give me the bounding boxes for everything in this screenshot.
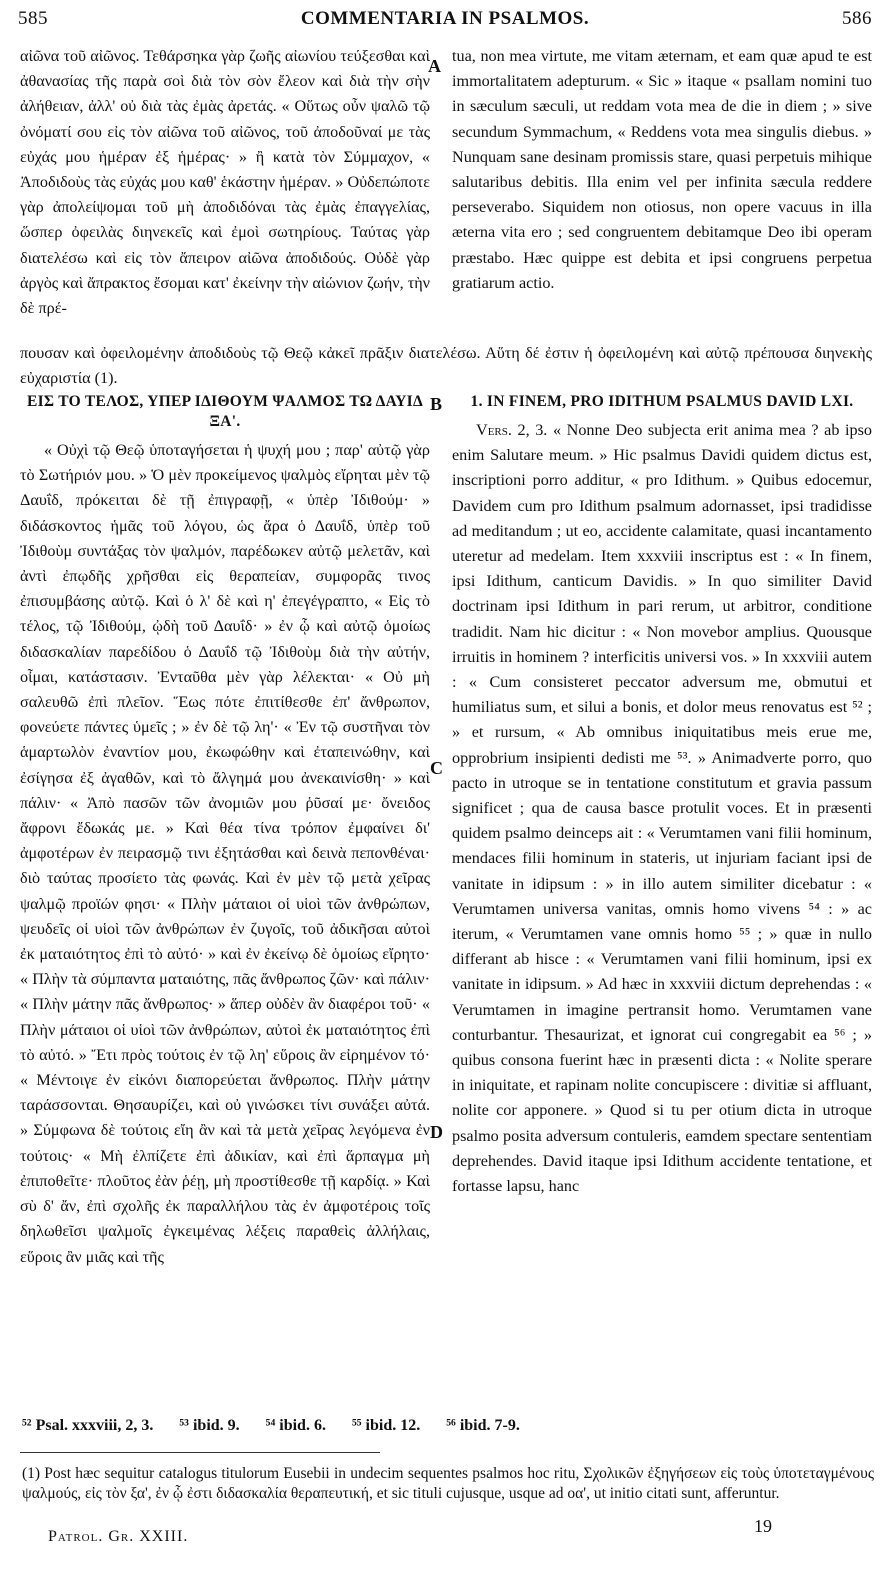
latin-column-top — [452, 44, 872, 296]
margin-letter-d: D — [430, 1122, 443, 1142]
latin-body-text: « Nonne Deo subjecta erit anima mea ? ab ipso enim Salutare meum. » Hic psalmus Davidi quidem dictus est, inscriptioni porro additur, « pro Idithum. » Quibus edocemur, Davidem cum pro Idithum psalmum adornasset, ipsi tradidisse ad meditandum ; ut eo, accidente calamitate, quasi incantamento uteretur ad medelam. Item xxxviii inscriptus est : « In finem, ipsi Idithum, canticum Davidis. » In quo similiter David doctrinam ipsi Idithum in pari rerum, ut arbitror, conditione tradidit. Nam hic dicitur : « Non movebor amplius. Quousque irruitis in hominem ? interficitis universi vos. » In xxxviii autem : « Cum consisteret peccator adversum me, obmutui et humiliatus sum, et silui a bonis, et dolor meus renovatus est ⁵² ; » et rursum, « Ab omnibus iniquitatibus meis erue me, opprobrium insipienti dedisti me ⁵³. » Animadverte porro, quo pacto in utroque se in tentatione constitutum et gravia passum significet ; qua de causa basce protulit voces. Et in præsenti quidem psalmo deinceps ait : « Verumtamen vani filii hominum, mendaces filii hominum in stateris, ut injuriam faciant ipsi de vanitate in idipsum : » in illo autem similiter dicebatur : « Verumtamen universa vanitas, omnis homo vivens ⁵⁴ : » ac iterum, « Verumtamen vane omnis homo ⁵⁵ ; » quæ in nullo differant ab hisce : « Verumtamen vani filii hominum, ipsi ex vanitate in idipsum. » Ad hæc in xxxviii dictum deprehendas : « Verumtamen in imagine pertransit homo. Verumtamen vane conturbantur. Thesaurizat, et ignorat cui congregabit ea ⁵⁶ ; » quibus consona fuerint hæc in præsenti dicta : « Nolite sperare in iniquitate, et rapinam nolite concupiscere : divitiæ si affluant, nolite cor apponere. » Quod si tu per otium dicta in utroque psalmo posita adversum contuleris, eamdem spectare sententiam deprehendes. David itaque ipsi Idithum accidente tentatione, et fortasse lapsu, hanc — [452, 421, 872, 1196]
margin-letter-b: B — [430, 394, 443, 414]
latin-body-paragraph — [452, 418, 872, 1199]
footnote-references — [22, 1417, 872, 1435]
printer-signature: Patrol. Gr. XXIII. — [48, 1528, 189, 1545]
running-title: COMMENTARIA IN PSALMOS. — [300, 8, 590, 29]
greek-psalm-heading: ΕΙΣ ΤΟ ΤΕΛΟΣ, ΥΠΕΡ ΙΔΙΘΟΥΜ ΨΑΛΜΟΣ ΤΩ ΔΑΥΙΔ ΞΑ'. — [26, 393, 424, 430]
margin-letter-a: A — [428, 56, 441, 76]
verse-reference: Vers. 2, 3. — [476, 421, 548, 439]
footnote-53: ⁵³ ibid. 9. — [179, 1417, 240, 1434]
running-header — [18, 8, 872, 38]
editor-note: (1) Post hæc sequitur catalogus titulorum Eusebii in undecim sequentes psalmos hoc ritu, Σχολικῶν ἐξηγήσεων εἰς τοὺς ὑποτεταγμένους ψαλμούς, εἰς τὸν ξα', ἐν ᾧ ἐστι διδασκαλία θεραπευτική, et sic tituli cujusque, usque ad οα', ut initio citati sunt, afferuntur. — [22, 1465, 874, 1502]
signature-number: 19 — [754, 1516, 772, 1536]
footnote-55: ⁵⁵ ibid. 12. — [351, 1417, 421, 1434]
right-page-number: 586 — [842, 8, 872, 29]
greek-column-top — [20, 44, 430, 321]
footnote-divider — [20, 1452, 380, 1453]
left-page-number: 585 — [18, 8, 48, 29]
footnote-52: ⁵² Psal. xxxviii, 2, 3. — [22, 1417, 154, 1434]
latin-psalm-heading: 1. IN FINEM, PRO IDITHUM PSALMUS DAVID LXI. — [470, 393, 854, 410]
greek-body-text: « Οὐχὶ τῷ Θεῷ ὑποταγήσεται ἡ ψυχή μου ; παρ' αὐτῷ γὰρ τὸ Σωτήριόν μου. » Ὁ μὲν προκείμενος ψαλμὸς εἴρηται μὲν τῷ Δαυΐδ, πρόκειται δὲ τῇ ἐπιγραφῇ, « ὑπὲρ Ἰδιθούμ· » διδάσκοντος ἡμᾶς τοῦ λόγου, ὡς ἄρα ὁ Δαυΐδ, ὑπὲρ τοῦ Ἰδιθοὺμ συντάξας τὸν ψαλμόν, παρέδωκεν αὐτῷ μελετᾶν, καὶ ἀντὶ ἐπῳδῆς χρῆσθαι εἰς θεραπείαν, συμφορᾶς τινος ἐπισυμβάσης αὐτῷ. Καὶ ὁ λ' δὲ καὶ η' ἐπεγέγραπτο, « Εἰς τὸ τέλος, τῷ Ἰδιθούμ, ᾠδὴ τοῦ Δαυΐδ· » ἐν ᾧ καὶ αὐτῷ ὁμοίως διδασκαλίαν παρεδίδου ὁ Δαυΐδ τῷ Ἰδιθοὺμ διὰ τὴν αὐτήν, οἶμαι, κατάστασιν. Ἐνταῦθα μὲν γὰρ λέλεκται· « Οὐ μὴ σαλευθῶ ἐπὶ πλεῖον. Ἕως πότε ἐπιτίθεσθε ἐπ' ἄνθρωπον, φονεύετε πάντες ὑμεῖς ; » ἐν δὲ τῷ λη'· « Ἐν τῷ συστῆναι τὸν ἁμαρτωλὸν ἐναντίον μου, ἐκωφώθην καὶ ἐταπεινώθην, καὶ ἐσίγησα ἐξ ἀγαθῶν, καὶ τὸ ἄλγημά μου ἀνεκαινίσθη· » καὶ πάλιν· « Ἀπὸ πασῶν τῶν ἀνομιῶν μου ῥῦσαί με· ὄνειδος ἄφρονι ἔδωκάς με. » Καὶ θέα τίνα τρόπον ἐμφαίνει δι' ἀμφοτέρων ἐν πειρασμῷ τινι ἐξητάσθαι καὶ δεινὰ πεπονθέναι· διὸ ταύτας προσίετο τὰς φωνάς. Καὶ ἐν μὲν τῷ μετὰ χεῖρας ψαλμῷ προϊών φησι· « Πλὴν μάταιοι οἱ υἱοὶ τῶν ἀνθρώπων, ψευδεῖς οἱ υἱοὶ τῶν ἀνθρώπων ἐν ζυγοῖς, τοῦ ἀδικῆσαι αὐτοὶ ἐκ ματαιότητος ἐπὶ τὸ αὐτό· » καὶ ἐν ἐκείνῳ δὲ ὁμοίως εἴρητο· « Πλὴν τὰ σύμπαντα ματαιότης, πᾶς ἄνθρωπος ζῶν· καὶ πάλιν· « Πλὴν μάτην πᾶς ἄνθρωπος· » ἅπερ οὐδὲν ἂν διαφέροι τοῦ· « Πλὴν μάταιοι οἱ υἱοὶ τῶν ἀνθρώπων, αὐτοὶ ἐκ ματαιότητος ἐπὶ τὸ αὐτό. » Ἔτι πρὸς τούτοις ἐν τῷ λη' εὕροις ἂν εἰρημένον τό· « Μέντοιγε ἐν εἰκόνι διαπορεύεται ἄνθρωπος. Πλὴν μάτην ταράσσονται. Θησαυρίζει, καὶ οὐ γινώσκει τίνι συνάξει αὐτά. » Σύμφωνα δὲ τούτοις εἴη ἂν καὶ τὰ μετὰ χεῖρας λεγόμενα ἐν τούτοις· « Μὴ ἐλπίζετε ἐπὶ ἀδικίαν, καὶ ἐπὶ ἅρπαγμα μὴ ἐπιποθεῖτε· πλοῦτος ἐὰν ῥέῃ, μὴ προστίθεσθε τῇ καρδίᾳ. » Καὶ σὺ δ' ἄν, ἐπὶ σχολῆς ἐκ παραλλήλου τὰς ἐν ἀμφοτέροις τοῖς δηλωθεῖσι ψαλμοῖς ἐγκειμένας λέξεις παραθεὶς ἀλλήλαις, εὕροις ἂν μιᾶς καὶ τῆς — [20, 441, 430, 1266]
greek-spill-text: πουσαν καὶ ὀφειλομένην ἀποδιδοὺς τῷ Θεῷ κἀκεῖ πρᾶξιν διατελέσω. Αὕτη δέ ἐστιν ἡ ὀφειλομένη καὶ αὐτῷ πρέπουσα διηνεκὴς εὐχαριστία (1). — [20, 344, 872, 388]
latin-column-body — [452, 386, 872, 1199]
footnote-56: ⁵⁶ ibid. 7-9. — [446, 1417, 520, 1434]
footnote-54: ⁵⁴ ibid. 6. — [265, 1417, 326, 1434]
margin-letter-c: C — [430, 758, 443, 778]
greek-text-top: αἰῶνα τοῦ αἰῶνος. Τεθάρσηκα γὰρ ζωῆς αἰωνίου τεύξεσθαι καὶ ἀθανασίας τῆς παρὰ σοὶ διὰ τὸν σὸν ἔλεον καὶ διὰ τὴν σὴν ἀλήθειαν, ἀλλ' οὐ διὰ τὰς ἐμὰς ἀρετάς. « Οὕτως οὖν ψαλῶ τῷ ὀνόματί σου εἰς τὸν αἰῶνα τοῦ αἰῶνος, τοῦ ἀποδοῦναί με τὰς εὐχάς μου ἡμέραν ἐξ ἡμέρας· » ἢ κατὰ τὸν Σύμμαχον, « Ἀποδιδοὺς τὰς εὐχάς μου καθ' ἑκάστην ἡμέραν. » Οὐδεπώποτε γὰρ ἀπολείψομαι τοῦ μὴ ἀποδιδόναι τὰς ἐμὰς ἐπαγγελίας, ὥσπερ ὀφειλὰς διηνεκεῖς καὶ ἐμοὶ σωτηρίους. Ταύτας γὰρ διατελέσω καὶ εἰς τὸν ἄπειρον αἰῶνα ἀποδιδούς. Οὐδὲ γὰρ ἀργὸς καὶ ἄπρακτος ἔσομαι κατ' ἐκείνην τὴν αἰώνιον ζωήν, τὴν δὲ πρέ- — [20, 47, 430, 318]
latin-text-top: tua, non mea virtute, me vitam æternam, et eam quæ apud te est immortalitatem adepturum. « Sic » itaque « psallam nomini tuo in sæculum sæculi, ut reddam vota mea de die in diem ; » sive secundum Symmachum, « Reddens vota mea singulis diebus. » Nunquam sane desinam promissis stare, quasi perpetuis mihique salutaribus debitis. Illa enim vel per infinita sæcula reddere perseverabo. Siquidem non otiosus, non opere vacuus in illa æterna vita ero ; sed congruentem debitamque Deo ibi operam præstabo. Hæc quippe est debita et ipsi congruens perpetua gratiarum actio. — [452, 47, 872, 292]
greek-column-body — [20, 386, 430, 1270]
